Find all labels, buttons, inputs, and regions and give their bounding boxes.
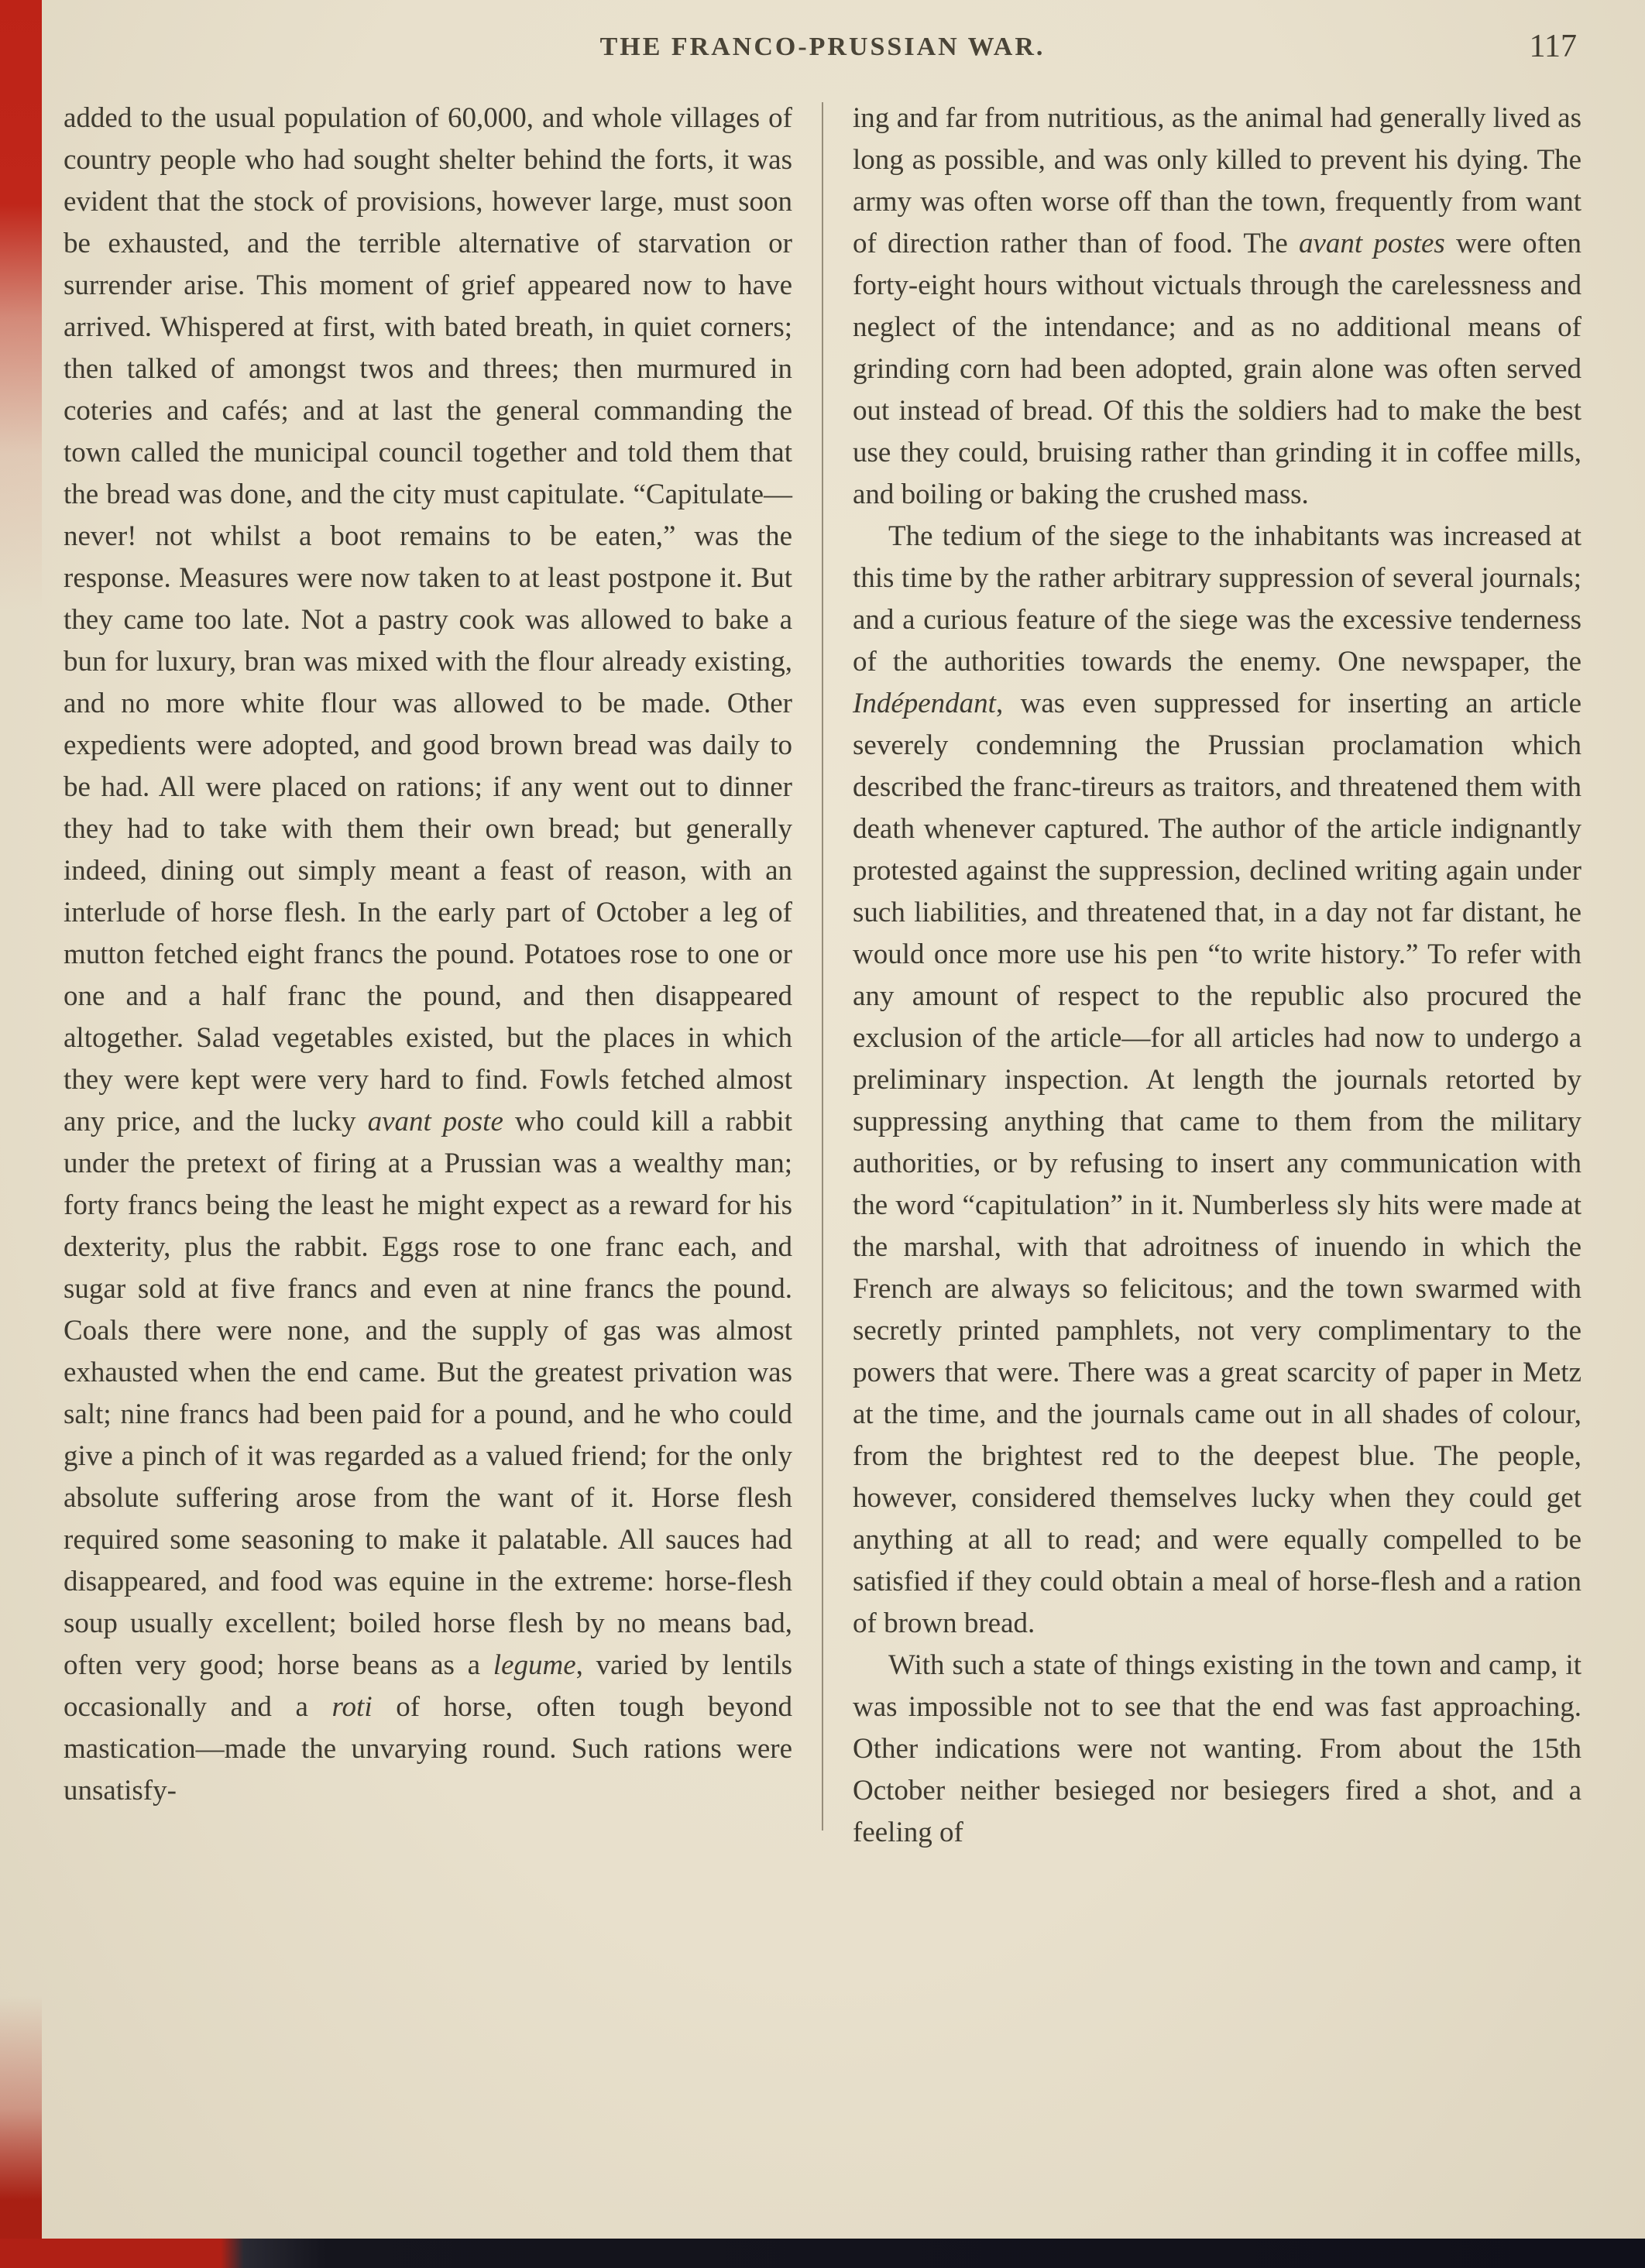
italic-text: legume	[493, 1649, 576, 1681]
body-text: , varied by lentils occasionally and a	[64, 1649, 792, 1723]
body-text: , was even suppressed for inserting an article severely condemning the Prussian proclamation which described the franc-tireurs as traitors, and threatened them with death whenever captured. The author of the article indignantly protested against the suppression, declined writing again under such liabilities, and threatened that, in a day not far distant, he would once more use his pen “to write history.” To refer with any amount of respect to the republic also procured the exclusion of the article—for all articles had now to undergo a preliminary inspection. At length the journals retorted by suppressing anything that came to them from the military authorities, or by refusing to insert any communication with the word “capitulation” in it. Numberless sly hits were made at the marshal, with that adroitness of inuendo in which the French are always so felicitous; and the town swarmed with secretly printed pamphlets, not very complimentary to the powers that were. There was a great scarcity of paper in Metz at the time, and the journals came out in all shades of colour, from the brightest red to the deepest blue. The people, however, considered themselves lucky when they could get anything at all to read; and were equally compelled to be satisfied if they could obtain a meal of horse-flesh and a ration of brown bread.	[853, 688, 1581, 1639]
right-column	[853, 98, 1581, 1854]
body-text: added to the usual population of 60,000, and whole villages of country people who had sought shelter behind the forts, it was evident that the stock of provisions, however large, must soon be exhausted, and the terrible alternative of starvation or surrender arise. This moment of grief appeared now to have arrived. Whispered at first, with bated breath, in quiet corners; then talked of amongst twos and threes; then murmured in coteries and cafés; and at last the general commanding the town called the municipal council together and told them that the bread was done, and the city must capitulate. “Capitulate—never! not whilst a boot remains to be eaten,” was the response. Measures were now taken to at least postpone it. But they came too late. Not a pastry cook was allowed to bake a bun for luxury, bran was mixed with the flour already existing, and no more white flour was allowed to be made. Other expedients were adopted, and good brown bread was daily to be had. All were placed on rations; if any went out to dinner they had to take with them their own bread; but generally indeed, dining out simply meant a feast of reason, with an interlude of horse flesh. In the early part of October a leg of mutton fetched eight francs the pound. Potatoes rose to one or one and a half franc the pound, and then disappeared altogether. Salad vegetables existed, but the places in which they were kept were very hard to find. Fowls fetched almost any price, and the lucky	[64, 102, 792, 1137]
left-column	[64, 98, 792, 1854]
page-number: 117	[1529, 29, 1577, 64]
page-header	[0, 0, 1645, 81]
body-text: ing and far from nutritious, as the animal had generally lived as long as possible, and was only killed to prevent his dying. The army was often worse off than the town, frequently from want of direction rather than of food. The	[853, 102, 1581, 259]
body-text: who could kill a rabbit under the pretext of firing at a Prussian was a wealthy man; forty francs being the least he might expect as a reward for his dexterity, plus the rabbit. Eggs rose to one franc each, and sugar sold at five francs and even at nine francs the pound. Coals there were none, and the supply of gas was almost exhausted when the end came. But the greatest privation was salt; nine francs had been paid for a pound, and he who could give a pinch of it was regarded as a valued friend; for the only absolute suffering arose from the want of it. Horse flesh required some seasoning to make it palatable. All sauces had disappeared, and food was equine in the extreme: horse-flesh soup usually excellent; boiled horse flesh by no means bad, often very good; horse beans as a	[64, 1106, 792, 1681]
body-text: were often forty-eight hours without victuals through the carelessness and neglect of the intendance; and as no additional means of grinding corn had been adopted, grain alone was often served out instead of bread. Of this the soldiers had to make the best use they could, bruising rather than grinding it in coffee mills, and boiling or baking the crushed mass.	[853, 228, 1582, 510]
text-columns	[0, 98, 1645, 1854]
body-text: of horse, often tough beyond mastication—made the unvarying round. Such rations were unsatisfy-	[64, 1691, 792, 1807]
column-divider	[822, 102, 823, 1831]
italic-text: avant poste	[367, 1106, 503, 1137]
italic-text: avant postes	[1298, 228, 1445, 259]
italic-text: Indépendant	[853, 688, 996, 719]
italic-text: roti	[331, 1691, 373, 1723]
body-text: The tedium of the siege to the inhabitants was increased at this time by the rather arbitrary suppression of several journals; and a curious feature of the siege was the excessive tenderness of the authorities towards the enemy. One newspaper, the	[853, 520, 1581, 678]
body-text: With such a state of things existing in the town and camp, it was impossible not to see that the end was fast approaching. Other indications were not wanting. From about the 15th October neither besieged nor besiegers fired a shot, and a feeling of	[853, 1649, 1581, 1848]
paragraph	[853, 1645, 1581, 1854]
paragraph	[64, 98, 792, 1812]
paragraph	[853, 98, 1581, 516]
running-title: THE FRANCO-PRUSSIAN WAR.	[599, 33, 1046, 61]
page-bottom-dark-edge	[0, 2239, 1645, 2268]
paragraph	[853, 516, 1581, 1645]
